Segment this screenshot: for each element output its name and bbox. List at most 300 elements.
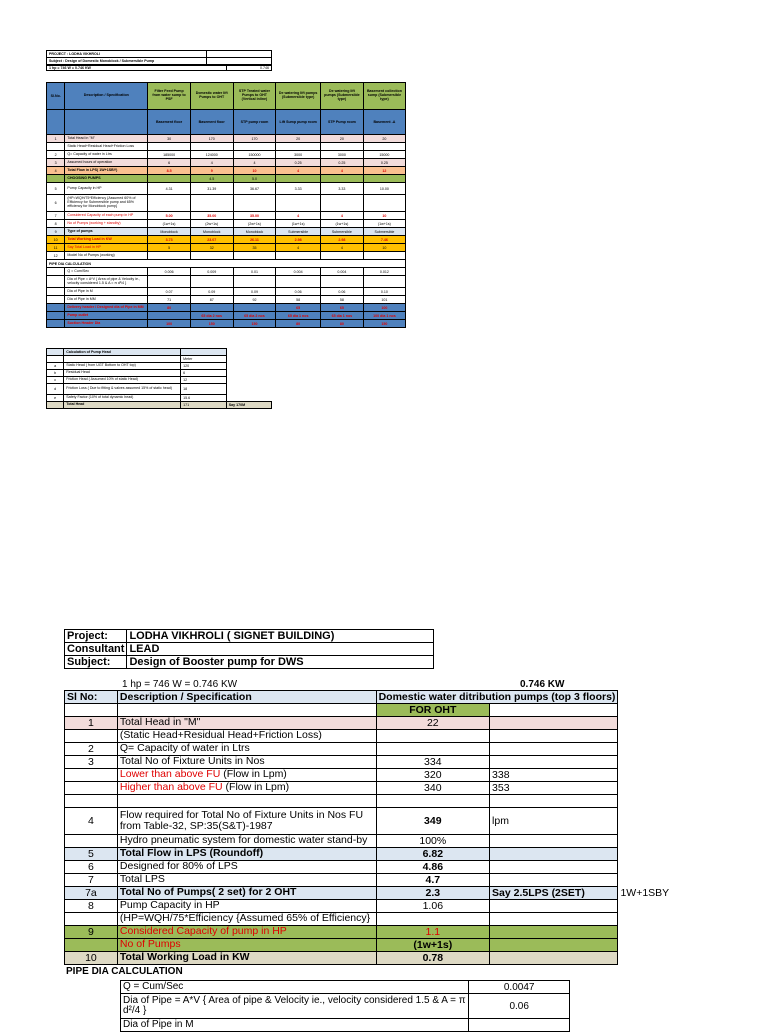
small-pipe-val: 0.004 <box>320 268 363 276</box>
small-pump-row <box>47 175 406 183</box>
small-calc-row <box>47 395 272 402</box>
big-row-extra: lpm <box>490 808 618 835</box>
small-loc-blank <box>47 110 65 135</box>
big-row-desc-text: (HP=WQH/75*Efficiency {Assumed 65% of Efficiency} <box>119 912 371 925</box>
small-calc-blank <box>181 349 227 356</box>
big-h-sub: FOR OHT <box>376 704 489 717</box>
big-h-slno: Sl No: <box>65 691 118 704</box>
big-row-note <box>618 795 684 808</box>
small-calc-row <box>47 370 272 377</box>
small-row-val: (2w+1s) <box>233 220 276 228</box>
small-row-desc: Say Total Load in HP <box>65 244 148 252</box>
small-row-val: 150000 <box>233 151 276 159</box>
small-calc-no: e <box>47 395 64 402</box>
small-h-slno: Sl.No. <box>47 83 65 110</box>
small-row-val <box>320 252 363 260</box>
small-calc-row <box>47 377 272 384</box>
small-calc-row <box>47 384 272 395</box>
small-row-val: 35.00 <box>233 212 276 220</box>
big-row-extra <box>490 730 618 743</box>
small-row-no: 4 <box>47 167 65 175</box>
small-pump-row <box>47 135 406 143</box>
small-calc-desc: Total Head <box>64 402 181 409</box>
big-pump-sub-row <box>65 704 684 717</box>
small-row-no: 3 <box>47 159 65 167</box>
consultant-label: Consultant <box>65 643 127 656</box>
big-row-val: 100% <box>376 835 489 848</box>
big-row-val: 4.7 <box>376 874 489 887</box>
small-row-val: 3000 <box>320 151 363 159</box>
small-pipe-val: 58 <box>320 296 363 304</box>
big-row-no: 10 <box>65 952 118 965</box>
small-row-val: 3000 <box>276 151 321 159</box>
small-calc-row <box>47 402 272 409</box>
small-pipe-val: 150 <box>233 320 276 328</box>
small-row-val: (1w+1s) <box>363 220 405 228</box>
small-row-val: 7.46 <box>363 236 405 244</box>
small-row-no: 2 <box>47 151 65 159</box>
big-row-desc-text: Total No of Pumps( 2 set) for 2 OHT <box>119 886 297 899</box>
small-row-desc: Q= Capacity of water in Ltrs <box>65 151 148 159</box>
small-row-val: (2w+1s) <box>190 220 233 228</box>
small-pipe-val <box>233 304 276 312</box>
small-row-val: 185000 <box>148 151 191 159</box>
small-row-no: 6 <box>47 195 65 212</box>
small-pump-row <box>47 183 406 195</box>
small-row-val: Monoblock <box>190 228 233 236</box>
small-row-desc: Total Flow in LPS( 1W+1SBY) <box>65 167 148 175</box>
small-pipe-val: 0.006 <box>148 268 191 276</box>
small-row-desc: No of Pumps (working + standby) <box>65 220 148 228</box>
small-hp-conv: 1 hp = 746 W = 0.746 KW <box>47 66 227 71</box>
small-calc-blank <box>47 356 64 363</box>
big-row-desc-text: Hydro pneumatic system for domestic water stand-by <box>119 834 368 847</box>
big-pump-row <box>65 887 684 900</box>
big-row-desc <box>117 913 376 926</box>
small-h-col: De watering lift pumps (Submersible type) <box>276 83 321 110</box>
small-pipe-val <box>190 276 233 288</box>
small-pipe-val: 0.09 <box>190 288 233 296</box>
small-row-val: 4 <box>320 212 363 220</box>
small-row-val: 5.0 <box>233 175 276 183</box>
big-row-note <box>618 926 684 939</box>
big-row-extra <box>490 861 618 874</box>
big-row-val <box>376 913 489 926</box>
small-pipe-val: 65 dia 1 nos <box>320 312 363 320</box>
small-pipe-val: 80 <box>148 304 191 312</box>
small-row-val: Monoblock <box>233 228 276 236</box>
big-row-extra <box>490 717 618 730</box>
big-row-val <box>376 795 489 808</box>
big-row-note <box>618 952 684 965</box>
big-pump-row <box>65 848 684 861</box>
small-h-col: STP Treated water Pumps to OHT (Vertical inline) <box>233 83 276 110</box>
big-row-note <box>618 782 684 795</box>
big-row-desc <box>117 874 376 887</box>
big-row-val: 22 <box>376 717 489 730</box>
small-row-val: (1w+1s) <box>148 220 191 228</box>
big-row-note: 1W+1SBY <box>620 887 670 899</box>
small-hp-val: 0.746 <box>227 66 272 71</box>
small-loc: STP pump room <box>233 110 276 135</box>
big-row-val: 340 <box>376 782 489 795</box>
small-pipe-val: 92 <box>233 296 276 304</box>
big-row-extra <box>490 835 618 848</box>
small-pipe-val <box>148 312 191 320</box>
small-row-val: 36.67 <box>233 183 276 195</box>
big-pump-row <box>65 808 684 835</box>
project-name: LODHA VIKHROLI ( SIGNET BUILDING) <box>127 630 434 643</box>
big-row-extra <box>490 743 618 756</box>
small-calc-say <box>226 395 271 402</box>
big-row-extra <box>490 926 618 939</box>
small-row-val: 4.31 <box>148 183 191 195</box>
big-pump-row <box>65 874 684 887</box>
small-pipe-val: 0.009 <box>190 268 233 276</box>
big-row-desc <box>117 939 376 952</box>
small-row-no <box>47 143 65 151</box>
small-pump-row <box>47 195 406 212</box>
small-loc: Basement floor <box>148 110 191 135</box>
small-row-val: 3.33 <box>320 183 363 195</box>
small-row-val: 4 <box>320 167 363 175</box>
small-pipe-val: 71 <box>148 296 191 304</box>
small-pipe-val: 0.012 <box>363 268 405 276</box>
big-row-no <box>65 730 118 743</box>
small-pipe-desc: Q = Cum/Sec <box>65 268 148 276</box>
big-row-no: 6 <box>65 861 118 874</box>
small-calc-say <box>226 370 271 377</box>
small-row-val: (1w+1s) <box>276 220 321 228</box>
small-h-col: Domestic water lift Pumps to OHT <box>190 83 233 110</box>
small-row-val: 20 <box>363 135 405 143</box>
small-hp-row <box>46 65 272 71</box>
small-row-desc: (HP=WQH/75*Efficiency {Assumed 60% of Efficiency for Submersible pump and 65% efficiency for Monoblock pump} <box>65 195 148 212</box>
small-row-val <box>320 175 363 183</box>
small-calc-row <box>47 363 272 370</box>
big-row-note <box>618 717 684 730</box>
small-calc-unit: Meter <box>181 356 227 363</box>
big-row-val: (1w+1s) <box>376 939 489 952</box>
small-pipe-val: 65 <box>276 304 321 312</box>
small-pipe-val: 0.09 <box>233 288 276 296</box>
small-pipe-val: 0.06 <box>276 288 321 296</box>
big-pump-table <box>64 690 684 965</box>
big-row-desc <box>117 730 376 743</box>
small-pipe-desc: Pump outlet <box>65 312 148 320</box>
small-calc-desc: Residual Head <box>64 370 181 377</box>
small-row-val: 2.98 <box>276 236 321 244</box>
small-calc-desc: Static Head ( from UGT Bottom to OHT top) <box>64 363 181 370</box>
small-pipe-desc: Suction Header Dia <box>65 320 148 328</box>
small-row-desc: CHOOSING PUMPS <box>65 175 148 183</box>
small-row-desc: Model No of Pumps (working) <box>65 252 148 260</box>
big-pump-row <box>65 730 684 743</box>
small-pipe-val: 65 dia 1 nos <box>276 312 321 320</box>
small-pipe-no <box>47 268 65 276</box>
big-row-desc-text: Flow required for Total No of Fixture Units in Nos FU from Table-32, SP:35(S&T)-1987 <box>119 808 364 832</box>
big-row-desc-text: Q= Capacity of water in Ltrs <box>119 742 250 755</box>
big-row-note <box>618 900 684 913</box>
big-pump-row <box>65 795 684 808</box>
big-pipe-row <box>121 1019 570 1032</box>
small-row-val: 4 <box>190 159 233 167</box>
small-calc-blank <box>47 349 64 356</box>
small-subject: Subject : Design of Domestic Monoblock / Submersible Pump <box>47 58 207 65</box>
small-row-no <box>47 175 65 183</box>
small-pipe-val: 0.004 <box>276 268 321 276</box>
small-row-val: 30 <box>148 135 191 143</box>
small-pipe-no <box>47 276 65 288</box>
big-sub-blank3 <box>618 704 684 717</box>
small-row-val: 124000 <box>190 151 233 159</box>
big-pipe-val <box>469 1019 570 1032</box>
big-row-extra <box>490 756 618 769</box>
small-calc-say <box>226 363 271 370</box>
small-pipe-val: 65 <box>320 304 363 312</box>
small-calc-no: c <box>47 377 64 384</box>
small-row-desc: Total Working Load in KW <box>65 236 148 244</box>
small-row-no: 9 <box>47 228 65 236</box>
small-row-val: 0.25 <box>276 159 321 167</box>
big-row-desc-text: Total No of Fixture Units in Nos <box>119 755 265 768</box>
small-row-val: 4 <box>276 212 321 220</box>
small-row-desc: Total Head in "M" <box>65 135 148 143</box>
small-calc-table <box>46 348 272 409</box>
small-row-val: 4.5 <box>190 175 233 183</box>
small-row-val: Monoblock <box>148 228 191 236</box>
big-row-desc-text: Lower than above FU <box>119 768 221 781</box>
big-row-no <box>65 795 118 808</box>
big-row-val: 4.86 <box>376 861 489 874</box>
small-pipe-val <box>276 276 321 288</box>
small-calc-say <box>226 377 271 384</box>
small-calc-say: Say 170M <box>226 402 271 409</box>
small-h-col: De watering lift pumps (Submersible type) <box>320 83 363 110</box>
big-row-no: 5 <box>65 848 118 861</box>
big-row-desc <box>117 769 376 782</box>
small-pipe-no <box>47 304 65 312</box>
small-calc-desc: Friction Loss ( Due to fitting & valves assumed 15% of static head) <box>64 384 181 395</box>
small-pipe-desc: Dia of Pipe = A*V { Area of pipe & Velocity ie., velocity considered 1.5 & A = π d²/4 } <box>65 276 148 288</box>
small-row-val <box>190 143 233 151</box>
small-row-val <box>148 252 191 260</box>
small-loc: Basement floor <box>190 110 233 135</box>
big-row-desc <box>117 861 376 874</box>
big-row-note <box>618 756 684 769</box>
small-pump-row <box>47 228 406 236</box>
big-hp-kw: 0.746 KW <box>520 679 565 690</box>
big-row-desc-text: (Static Head+Residual Head+Friction Loss) <box>119 729 322 742</box>
big-row-desc <box>117 756 376 769</box>
small-row-val <box>233 143 276 151</box>
big-sub-blank <box>65 704 118 717</box>
small-pipe-val: 65 dia 2 nos <box>190 312 233 320</box>
big-pipe-row <box>121 994 570 1019</box>
small-calc-val: 6 <box>181 370 227 377</box>
small-pipe-val: 87 <box>190 296 233 304</box>
big-pipe-desc: Q = Cum/Sec <box>121 981 469 994</box>
big-row-no: 7 <box>65 874 118 887</box>
big-pump-header-row <box>65 691 684 704</box>
big-row-val: 2.3 <box>376 887 489 900</box>
big-pump-row <box>65 782 684 795</box>
small-row-no: 8 <box>47 220 65 228</box>
small-row-val <box>190 252 233 260</box>
small-row-val <box>276 175 321 183</box>
big-pipe-row <box>121 981 570 994</box>
small-pipe-val: 100 dia 1 nos <box>363 312 405 320</box>
small-row-val <box>148 143 191 151</box>
small-calc-title: Calculation of Pump Head <box>64 349 181 356</box>
big-row-extra <box>490 913 618 926</box>
big-row-desc <box>117 717 376 730</box>
big-pipe-desc: Dia of Pipe = A*V { Area of pipe & Velocity ie., velocity considered 1.5 & A = π d²/4 } <box>121 994 469 1019</box>
big-pump-row <box>65 743 684 756</box>
small-calc-no: a <box>47 363 64 370</box>
small-loc: Lift Sump pump room <box>276 110 321 135</box>
big-pipe-desc: Dia of Pipe in M <box>121 1019 469 1032</box>
big-pump-row <box>65 861 684 874</box>
small-row-val: 170 <box>190 135 233 143</box>
big-row-extra <box>490 952 618 965</box>
big-row-val <box>376 743 489 756</box>
big-sub-blank <box>117 704 376 717</box>
small-pipe-title: PIPE DIA CALCULATION <box>47 260 406 268</box>
small-calc-desc: Friction Head ( Assumed 10% of static Head) <box>64 377 181 384</box>
small-row-val: 4 <box>233 159 276 167</box>
big-row-note <box>618 861 684 874</box>
small-pipe-val: 80 <box>320 320 363 328</box>
subject-text: Design of Booster pump for DWS <box>127 656 434 669</box>
big-row-desc <box>117 900 376 913</box>
small-pipe-row <box>47 288 406 296</box>
small-row-val: 12 <box>363 167 405 175</box>
small-pipe-val: 80 <box>276 320 321 328</box>
small-h-desc: Description / Specification <box>65 83 148 110</box>
big-pump-row <box>65 835 684 848</box>
small-pipe-row <box>47 304 406 312</box>
small-pump-loc-row <box>47 110 406 135</box>
big-header-table <box>64 629 434 669</box>
small-calc-title-row <box>47 349 272 356</box>
small-pipe-val: 0.07 <box>148 288 191 296</box>
small-pipe-title-row <box>47 260 406 268</box>
small-row-val: 20 <box>320 135 363 143</box>
small-pipe-val: 100 <box>363 304 405 312</box>
small-pipe-val <box>190 304 233 312</box>
small-row-val <box>363 252 405 260</box>
small-row-val: 10.00 <box>363 183 405 195</box>
big-row-val: 320 <box>376 769 489 782</box>
small-row-val <box>148 195 191 212</box>
small-calc-blank <box>226 349 271 356</box>
small-pipe-val: 0.10 <box>363 288 405 296</box>
big-row-no <box>65 913 118 926</box>
small-pump-row <box>47 220 406 228</box>
big-row-val: 334 <box>376 756 489 769</box>
small-row-val: 4 <box>320 244 363 252</box>
small-row-no: 7 <box>47 212 65 220</box>
small-project: PROJECT : LODHA VIKHROLI <box>47 51 207 58</box>
small-row-val: 32 <box>190 244 233 252</box>
small-row-val: 0.25 <box>320 159 363 167</box>
small-row-val: 0.25 <box>363 159 405 167</box>
big-h-blank <box>618 691 684 704</box>
big-pump-row <box>65 952 684 965</box>
small-pipe-row <box>47 320 406 328</box>
big-row-note <box>618 848 684 861</box>
big-row-no <box>65 835 118 848</box>
small-row-val: 10 <box>233 167 276 175</box>
small-calc-no <box>47 402 64 409</box>
small-row-val: 10 <box>363 244 405 252</box>
small-row-val: 15000 <box>363 151 405 159</box>
small-calc-blank <box>226 356 271 363</box>
small-calc-val: 171 <box>181 402 227 409</box>
small-loc-blank <box>65 110 148 135</box>
big-row-desc-suffix: (Flow in Lpm) <box>222 781 290 794</box>
small-row-no: 1 <box>47 135 65 143</box>
big-row-desc-text: Considered Capacity of pump in HP <box>119 925 287 938</box>
small-row-val <box>363 143 405 151</box>
small-row-val: 20 <box>276 135 321 143</box>
small-row-no: 10 <box>47 236 65 244</box>
big-row-val: 6.82 <box>376 848 489 861</box>
big-pump-row <box>65 756 684 769</box>
small-calc-desc: Safety Factor (10% of total dynamic head) <box>64 395 181 402</box>
small-calc-no: d <box>47 384 64 395</box>
small-pipe-val: 0.06 <box>320 288 363 296</box>
small-row-val: 3.33 <box>276 183 321 195</box>
big-row-extra <box>490 795 618 808</box>
small-pump-row <box>47 236 406 244</box>
big-row-extra <box>490 939 618 952</box>
small-row-val: 26.11 <box>233 236 276 244</box>
big-row-val <box>376 730 489 743</box>
small-pipe-no <box>47 288 65 296</box>
small-row-val: 8.5 <box>148 167 191 175</box>
small-row-val: 2.98 <box>320 236 363 244</box>
small-row-desc: Assumed hours of operation <box>65 159 148 167</box>
small-row-val: 4 <box>276 167 321 175</box>
small-pump-row <box>47 244 406 252</box>
big-row-note <box>618 874 684 887</box>
small-pump-row <box>47 212 406 220</box>
big-pump-row <box>65 717 684 730</box>
small-row-no: 11 <box>47 244 65 252</box>
small-row-val: 3.73 <box>148 236 191 244</box>
big-row-no: 8 <box>65 900 118 913</box>
small-row-val: 35.00 <box>190 212 233 220</box>
small-pipe-val <box>148 276 191 288</box>
small-calc-say <box>226 384 271 395</box>
big-row-val: 349 <box>376 808 489 835</box>
small-row-desc: Considered Capacity of each pump in HP <box>65 212 148 220</box>
big-row-extra: 353 <box>490 782 618 795</box>
big-row-desc <box>117 887 376 900</box>
big-pump-row <box>65 939 684 952</box>
big-row-val: 1.06 <box>376 900 489 913</box>
big-row-extra <box>490 900 618 913</box>
small-row-desc: Pump Capacity in HP <box>65 183 148 195</box>
small-pipe-val: 150 <box>363 320 405 328</box>
small-row-val <box>276 252 321 260</box>
small-pipe-row <box>47 296 406 304</box>
big-row-desc-text: No of Pumps <box>119 938 181 951</box>
small-row-val <box>320 195 363 212</box>
small-pipe-desc: Delivery header / Designed dia of Pipe in MM <box>65 304 148 312</box>
